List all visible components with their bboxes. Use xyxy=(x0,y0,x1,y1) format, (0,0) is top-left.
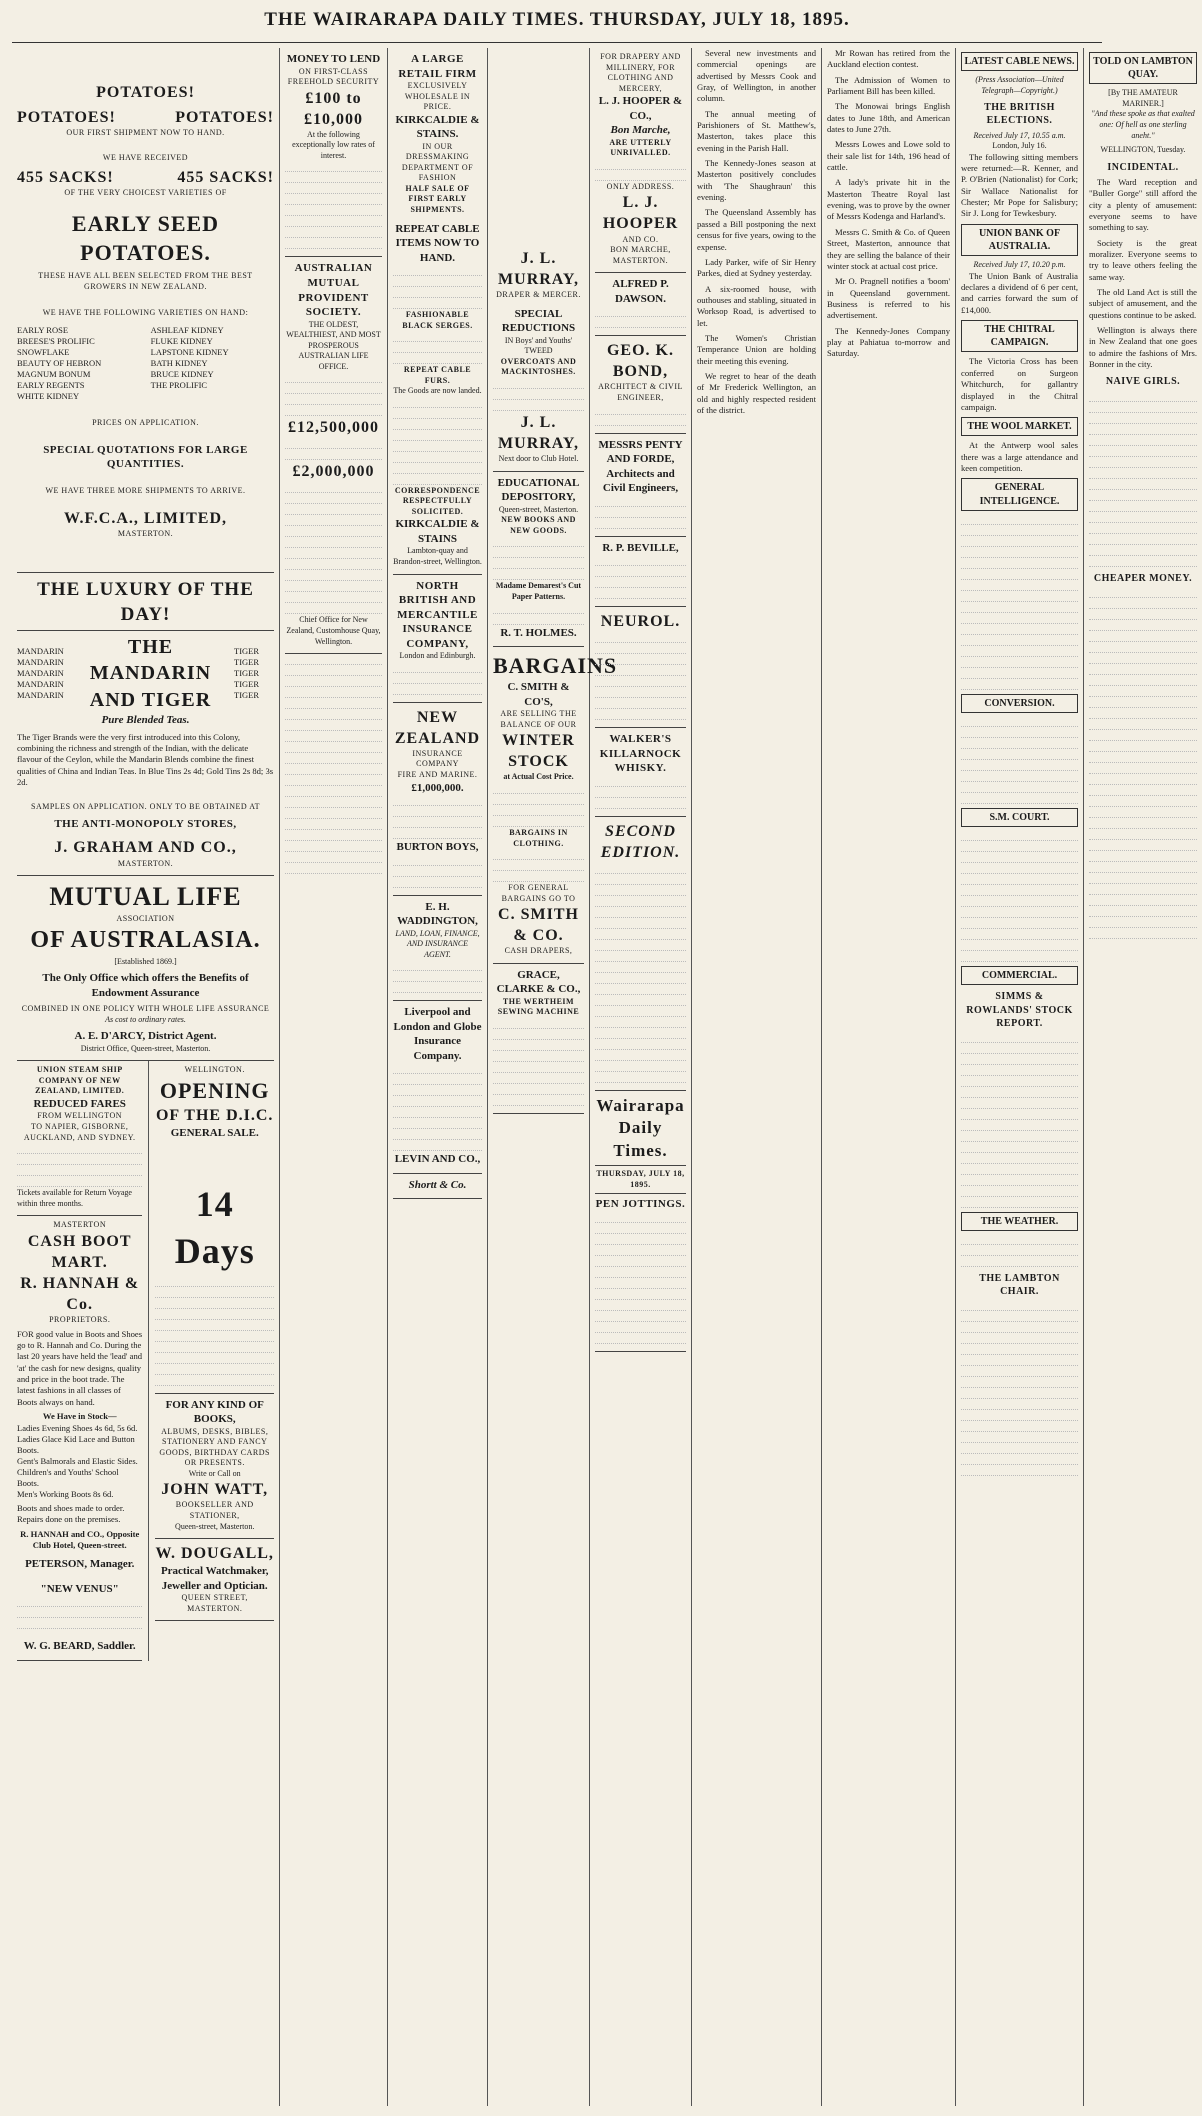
wool-body: At the Antwerp wool sales there was a large attendance and keen competition. xyxy=(961,440,1078,474)
lambton-quote: "And these spoke as that exalted one: Of hell as one sterling aneht." xyxy=(1091,109,1195,140)
tea-label: MANDARIN xyxy=(17,690,64,701)
column-8 xyxy=(956,48,1084,2106)
potato-variety: SNOWFLAKE xyxy=(17,346,70,357)
boot-manager: PETERSON, Manager. xyxy=(25,1558,135,1571)
amp-income: £2,000,000 xyxy=(292,463,375,481)
news-paragraphs-column xyxy=(827,48,950,360)
kirk-repeat: REPEAT CABLE ITEMS NOW TO HAND. xyxy=(395,222,480,264)
money-amount-sub: At the following exceptionally low rates of interest. xyxy=(292,129,375,160)
kirk-furs: REPEAT CABLE FURS. xyxy=(403,365,472,385)
dic-opening-ad xyxy=(155,1061,274,1393)
watchmaker-role: Practical Watchmaker, Jeweller and Optician. xyxy=(160,1565,269,1592)
british-body: The following sitting members were returned:—R. Kenner, and P. O'Brien (Nationalist) for Cork; Sir Wallace Nationalist for Chester; Mr Pope for Salisbury; Sir J. Long for Tewkesbury. xyxy=(961,151,1078,219)
british-received: Received July 17, 10.55 a.m. xyxy=(973,130,1066,140)
tea-label: MANDARIN xyxy=(17,645,64,656)
amp-ad xyxy=(285,257,382,654)
tea-ad xyxy=(17,573,274,876)
tea-brand: THE MANDARIN AND TIGER xyxy=(89,635,212,711)
chitral-body: The Victoria Cross has been conferred on Surgeon Whitchurch, for gallantry displayed in the Chitral campaign. xyxy=(961,356,1078,412)
commercial-heading: COMMERCIAL. xyxy=(961,966,1078,985)
potato-variety: FLUKE KIDNEY xyxy=(150,335,213,346)
kirk-retail: A LARGE RETAIL FIRM xyxy=(398,53,477,80)
liverpool-ad xyxy=(393,1001,482,1174)
union-bank-body: The Union Bank of Australia declares a dividend of 6 per cent, and carries forward the sum of £14,000. xyxy=(961,270,1078,315)
news-paragraph: We regret to hear of the death of Mr Frederick Wellington, an old and highly respected resident of the district. xyxy=(697,370,816,415)
tea-title: THE LUXURY OF THE DAY! xyxy=(37,578,254,625)
lambton-chair-heading: THE LAMBTON CHAIR. xyxy=(979,1273,1060,1298)
court-heading: S.M. COURT. xyxy=(961,808,1078,827)
column-2 xyxy=(280,48,388,2106)
boot-mart-ad xyxy=(17,1216,142,1661)
mutual-office: District Office, Queen-street, Masterton. xyxy=(80,1043,211,1053)
union-from: FROM WELLINGTON xyxy=(37,1111,123,1121)
edu-new: NEW BOOKS AND NEW GOODS. xyxy=(501,515,576,535)
edu-madame: Madame Demarest's Cut Paper Patterns. xyxy=(495,581,582,601)
grace-ad xyxy=(493,964,584,1114)
levin-name: LEVIN AND CO., xyxy=(394,1153,481,1166)
potatoes-title: POTATOES! xyxy=(96,84,195,101)
union-note: Tickets available for Return Voyage within three months. xyxy=(17,1188,132,1208)
nz-fire: FIRE AND MARINE. xyxy=(397,770,478,780)
kirkcaldie-ad xyxy=(393,48,482,575)
newspaper-title: THE WAIRARAPA DAILY TIMES. THURSDAY, JULY 18, 1895. xyxy=(264,9,850,30)
potatoes-sub: OUR FIRST SHIPMENT NOW TO HAND. xyxy=(66,128,225,138)
potato-variety: BRUCE KIDNEY xyxy=(150,368,214,379)
news-paragraph: The Kennedy-Jones season at Masterton positively concludes with 'The Shaughraun' this evening. xyxy=(697,158,816,203)
union-steamship-ad xyxy=(17,1061,142,1216)
potato-variety: BEAUTY OF HEBRON xyxy=(17,357,102,368)
grace-wertheim: THE WERTHEIM SEWING MACHINE xyxy=(497,996,580,1017)
pen-jottings: PEN JOTTINGS. xyxy=(595,1198,686,1211)
potato-variety: EARLY ROSE xyxy=(17,324,69,335)
tea-samples: SAMPLES ON APPLICATION. ONLY TO BE OBTAINED AT xyxy=(31,802,260,812)
potatoes-row-right: POTATOES! xyxy=(175,109,274,127)
news-paragraph: Lady Parker, wife of Sir Henry Parkes, died at Sydney yesterday. xyxy=(697,256,816,279)
cable-per: (Press Association—United Telegraph—Copyright.) xyxy=(975,75,1064,95)
nz-insurance-ad xyxy=(393,703,482,896)
sacks-right: 455 SACKS! xyxy=(177,169,274,187)
potato-variety: ASHLEAF KIDNEY xyxy=(150,324,224,335)
potato-variety: MAGNUM BONUM xyxy=(17,368,91,379)
murray-ad xyxy=(493,48,584,472)
saddler-name: W. G. BEARD, Saddler. xyxy=(23,1640,136,1653)
early-seed-heading: EARLY SEED POTATOES. xyxy=(71,210,220,265)
kirk-dress: IN OUR DRESSMAKING DEPARTMENT OF FASHION xyxy=(401,141,474,183)
graham-name: J. GRAHAM AND CO., xyxy=(54,839,237,857)
union-bank-heading: UNION BANK OF AUSTRALIA. xyxy=(961,224,1078,256)
british-london: London, July 16. xyxy=(992,141,1047,151)
amp-agent: Chief Office for New Zealand, Customhouse Quay, Wellington. xyxy=(286,615,381,646)
nbm-london: London and Edinburgh. xyxy=(399,651,476,661)
bond-name: GEO. K. BOND, xyxy=(606,342,674,381)
news-paragraph: Messrs Lowes and Lowe sold to their sale list for 14th, 196 head of cattle. xyxy=(827,139,950,173)
tea-stores: THE ANTI-MONOPOLY STORES, xyxy=(54,817,237,830)
shortt-ad xyxy=(393,1174,482,1200)
prices-text: PRICES ON APPLICATION. xyxy=(92,418,199,427)
second-title: SECOND EDITION. xyxy=(600,822,681,861)
tea-label: TIGER xyxy=(234,679,260,690)
hooper-bon2: BON MARCHE, MASTERTON. xyxy=(610,245,671,265)
potatoes-ad xyxy=(17,48,274,573)
dawson-ad xyxy=(595,273,686,336)
lambton-paragraph: Society is the great moralizer. Everyone seems to try to leave others feeling the same way. xyxy=(1089,237,1197,282)
dic-name: OF THE D.I.C. xyxy=(155,1106,274,1124)
kirk-serges: FASHIONABLE BLACK SERGES. xyxy=(402,310,473,330)
weather-heading: THE WEATHER. xyxy=(961,1212,1078,1231)
lambton-naive: NAIVE GIRLS. xyxy=(1105,376,1181,388)
smith-ad xyxy=(493,647,618,964)
tea-label: MANDARIN xyxy=(17,668,64,678)
variety-list xyxy=(17,325,274,402)
smith-selling: ARE SELLING THE BALANCE OF OUR xyxy=(500,709,577,729)
murray-name: J. L. MURRAY, xyxy=(498,250,579,289)
kirk-exclusive: EXCLUSIVELY WHOLESALE IN PRICE. xyxy=(404,81,471,112)
money-sub: ON FIRST-CLASS FREEHOLD SECURITY xyxy=(287,66,380,87)
news-paragraph: Mr O. Pragnell notifies a 'boom' in Queensland government. Business is referred to his advertisement. xyxy=(827,276,950,321)
waddington-name: E. H. WADDINGTON, xyxy=(397,900,478,928)
dawson-name: ALFRED P. DAWSON. xyxy=(612,278,669,305)
beville-name: R. P. BEVILLE, xyxy=(602,541,679,554)
hooper-only: ONLY ADDRESS. xyxy=(606,181,675,191)
mutual-agent: A. E. D'ARCY, District Agent. xyxy=(74,1030,217,1043)
varieties-text: WE HAVE THE FOLLOWING VARIETIES ON HAND: xyxy=(42,308,249,318)
british-elections: THE BRITISH ELECTIONS. xyxy=(984,102,1055,127)
murray-overcoats: OVERCOATS AND MACKINTOSHES. xyxy=(500,356,577,377)
tea-label: TIGER xyxy=(234,690,260,701)
nbm-ad xyxy=(393,575,482,703)
neurol-name: NEUROL. xyxy=(600,613,681,631)
smith-cash: CASH DRAPERS, xyxy=(504,946,573,956)
second-edition xyxy=(595,817,686,1091)
smith-name2: C. SMITH & CO. xyxy=(498,906,579,945)
edu-ad xyxy=(493,472,584,647)
news-paragraph: The Admission of Women to Parliament Bill has been killed. xyxy=(827,74,950,97)
column-4 xyxy=(488,48,618,2106)
bond-role: ARCHITECT & CIVIL ENGINEER, xyxy=(598,382,683,403)
boot-prop: PROPRIETORS. xyxy=(49,1315,111,1325)
nz-capital: £1,000,000. xyxy=(411,781,464,794)
penty-name: MESSRS PENTY AND FORDE, Architects and Civil Engineers, xyxy=(598,438,683,495)
boot-stock: We Have in Stock— xyxy=(42,1411,117,1422)
walker-ad xyxy=(595,728,686,817)
smith-general: FOR GENERAL BARGAINS GO TO xyxy=(501,883,576,903)
penty-ad xyxy=(595,434,686,537)
hooper-name2: L. J. HOOPER xyxy=(602,194,679,233)
neurol-ad xyxy=(595,607,686,728)
boot-town: MASTERTON xyxy=(53,1220,107,1230)
boot-item: Gent's Balmorals and Elastic Sides. xyxy=(17,1455,138,1466)
tea-body: The Tiger Brands were the very first introduced into this Colony, combining the richness and strength of the Indian, with the delicate flavour of the Ceylon, while the Mandarin Blends combine the finest qualities of China and Indian Teas. In Blue Tins 2s 4d; Gold Tins 2s 8d; 3s 2d. xyxy=(17,731,274,787)
tea-label: MANDARIN xyxy=(17,679,64,690)
union-title: UNION STEAM SHIP COMPANY OF NEW ZEALAND, LIMITED. xyxy=(35,1065,125,1096)
mutual-rates: As cost to ordinary rates. xyxy=(105,1014,186,1024)
column-9 xyxy=(1084,48,1202,2106)
news-paragraph: Several new investments and commercial openings are advertised by Messrs Cook and Gray, of Wellington, in another column. xyxy=(697,48,816,104)
amp-funds: £12,500,000 xyxy=(288,419,379,437)
murray-boys: IN Boys' and Youths' TWEED xyxy=(504,335,573,356)
lambton-incidental: INCIDENTAL. xyxy=(1107,161,1179,173)
tea-label: TIGER xyxy=(234,645,260,656)
daily-times-nameplate xyxy=(595,1091,686,1352)
potato-variety: BREESE'S PROLIFIC xyxy=(17,335,95,346)
smith-name: C. SMITH & CO'S, xyxy=(507,681,570,708)
nz-burton: BURTON BOYS, xyxy=(396,841,479,854)
masthead-rule xyxy=(12,42,1102,43)
waddington-ad xyxy=(393,896,482,1002)
potatoes-row-left: POTATOES! xyxy=(17,109,116,127)
mutual-est: [Established 1869.] xyxy=(114,956,177,966)
boot-name: CASH BOOT MART. xyxy=(27,1232,132,1271)
smith-cost: at Actual Cost Price. xyxy=(503,772,574,782)
chitral-heading: THE CHITRAL CAMPAIGN. xyxy=(961,320,1078,352)
boot-item: Ladies Evening Shoes 4s 6d, 5s 6d. xyxy=(17,1422,138,1433)
column-1 xyxy=(12,48,280,2106)
edu-title: EDUCATIONAL DEPOSITORY, xyxy=(497,476,580,504)
potatoes-received: WE HAVE RECEIVED xyxy=(102,152,189,162)
amp-title: AUSTRALIAN MUTUAL PROVIDENT SOCIETY. xyxy=(294,262,373,319)
books-role: BOOKSELLER AND STATIONER, xyxy=(175,1500,254,1520)
news-paragraph: The annual meeting of Parishioners of St. Matthew's, Masterton, takes place this evening in the Parish Hall. xyxy=(697,108,816,153)
masthead xyxy=(0,0,1114,40)
hooper-unrivalled: ARE UTTERLY UNRIVALLED. xyxy=(609,137,672,158)
news-paragraph: Messrs C. Smith & Co. of Queen Street, Masterton, announce that they are selling the balance of their winter stock at actual cost price. xyxy=(827,226,950,271)
wool-heading: THE WOOL MARKET. xyxy=(961,417,1078,436)
mutual-only: The Only Office which offers the Benefits of Endowment Assurance xyxy=(42,972,249,999)
amp-sub: THE OLDEST, WEALTHIEST, AND MOST PROSPEROUS AUSTRALIAN LIFE OFFICE. xyxy=(286,319,381,371)
union-reduced: REDUCED FARES xyxy=(33,1097,126,1110)
dic-days: 14 Days xyxy=(174,1183,255,1272)
lambton-heading: TOLD ON LAMBTON QUAY. xyxy=(1089,52,1197,84)
hooper-and: AND CO. xyxy=(622,234,659,244)
intelligence-heading: GENERAL INTELLIGENCE. xyxy=(961,478,1078,510)
nbm-title: NORTH BRITISH AND MERCANTILE INSURANCE COMPANY, xyxy=(397,579,478,650)
liverpool-title: Liverpool and London and Globe Insurance Company. xyxy=(393,1006,482,1062)
murray-next: Next door to Club Hotel. xyxy=(498,454,579,464)
books-ad xyxy=(155,1394,274,1540)
grace-name: GRACE, CLARKE & CO., xyxy=(496,968,581,996)
lambton-paragraph: Wellington is always there in New Zealand that one goes to admire the fashions of Mrs. Bonner in the city. xyxy=(1089,324,1197,369)
bond-ad xyxy=(595,336,686,433)
books-street: Queen-street, Masterton. xyxy=(175,1521,255,1531)
lambton-place: WELLINGTON, Tuesday. xyxy=(1100,145,1186,155)
kirk-name: KIRKCALDIE & STAINS. xyxy=(395,113,480,141)
kirk-half: HALF SALE OF FIRST EARLY SHIPMENTS. xyxy=(405,183,470,214)
boot-item: Men's Working Boots 8s 6d. xyxy=(17,1488,114,1499)
news-paragraph: The Queensland Assembly has passed a Bill postponing the next census for five years, owing to the expense. xyxy=(697,207,816,252)
hooper-name: L. J. HOOPER & CO., xyxy=(598,95,683,122)
news-paragraph: Mr Rowan has retired from the Auckland election contest. xyxy=(827,48,950,70)
books-items: ALBUMS, DESKS, BIBLES, STATIONERY AND FANCY GOODS, BIRTHDAY CARDS OR PRESENTS. xyxy=(159,1426,270,1468)
kirk-name2: KIRKCALDIE & STAINS xyxy=(395,518,480,545)
kirk-corresp: CORRESPONDENCE RESPECTFULLY SOLICITED. xyxy=(394,485,481,516)
column-7 xyxy=(822,48,956,2106)
murray-name2: J. L. MURRAY, xyxy=(498,413,579,453)
grown-text: THESE HAVE ALL BEEN SELECTED FROM THE BEST GROWERS IN NEW ZEALAND. xyxy=(38,271,253,291)
column-3 xyxy=(388,48,488,2106)
nz-title: NEW ZEALAND xyxy=(394,708,481,747)
books-head: FOR ANY KIND OF BOOKS, xyxy=(165,1398,264,1426)
cable-news-heading: LATEST CABLE NEWS. xyxy=(961,52,1078,71)
boot-item: Ladies Glace Kid Lace and Button Boots. xyxy=(17,1433,135,1455)
boot-repairs: Boots and shoes made to order. Repairs done on the premises. xyxy=(17,1502,125,1525)
boot-item: Children's and Youths' School Boots. xyxy=(17,1466,119,1488)
potato-variety: LAPSTONE KIDNEY xyxy=(150,346,229,357)
tea-label: TIGER xyxy=(234,656,260,667)
mutual-life-ad xyxy=(17,876,274,1061)
special-quotations: SPECIAL QUOTATIONS FOR LARGE QUANTITIES. xyxy=(43,443,248,471)
hooper-for: FOR DRAPERY AND MILLINERY, FOR CLOTHING AND MERCERY, xyxy=(600,52,681,93)
murray-special: SPECIAL REDUCTIONS xyxy=(501,307,576,335)
lambton-cheaper: CHEAPER MONEY. xyxy=(1093,572,1193,584)
money-amount: £100 to £10,000 xyxy=(304,89,363,128)
dic-opening: OPENING xyxy=(159,1077,270,1103)
union-bank-date: Received July 17, 10.20 p.m. xyxy=(973,260,1066,270)
tea-label: MANDARIN xyxy=(17,656,64,667)
simms-heading: SIMMS & ROWLANDS' STOCK REPORT. xyxy=(966,991,1073,1029)
union-to: TO NAPIER, GISBORNE, AUCKLAND, AND SYDNEY. xyxy=(23,1122,136,1142)
smith-bargains: BARGAINS xyxy=(493,653,618,679)
money-title: MONEY TO LEND xyxy=(286,53,381,65)
nz-sub: INSURANCE COMPANY xyxy=(412,748,463,769)
graham-town: MASTERTON. xyxy=(117,858,174,868)
boot-firm: R. HANNAH & Co. xyxy=(20,1274,140,1314)
column-6 xyxy=(692,48,822,2106)
venus-brand: "NEW VENUS" xyxy=(40,1582,119,1595)
news-paragraph: The Kennedy-Jones Company play at Pahiatua to-morrow and Saturday. xyxy=(827,325,950,359)
potato-variety: THE PROLIFIC xyxy=(150,379,208,390)
mutual-title: MUTUAL LIFE xyxy=(49,882,242,912)
local-news-column xyxy=(697,48,816,416)
potato-variety: EARLY REGENTS xyxy=(17,379,85,390)
kirk-goods: The Goods are now landed. xyxy=(393,386,482,396)
times-nameplate: Wairarapa Daily Times. xyxy=(596,1096,685,1160)
hooper-bon: Bon Marche, xyxy=(610,124,671,137)
tea-label: TIGER xyxy=(234,668,260,678)
hooper-ad xyxy=(595,48,686,273)
dic-town: WELLINGTON. xyxy=(184,1065,245,1075)
potato-variety: BATH KIDNEY xyxy=(150,357,208,368)
boot-address: R. HANNAH and CO., Opposite Club Hotel, Queen-street. xyxy=(20,1528,140,1550)
times-date: THURSDAY, JULY 18, 1895. xyxy=(596,1169,685,1189)
page-columns xyxy=(12,48,1197,2106)
lambton-paragraph: The Ward reception and "Buller Gorge" still afford the city a plenty of amusement: everyone seems to have something to say. xyxy=(1089,176,1197,233)
news-paragraph: A six-roomed house, with outhouses and stabling, situated in Worksop Road, is advertised to let. xyxy=(697,283,816,328)
books-seller: JOHN WATT, xyxy=(161,1481,269,1499)
kirk-address: Lambton-quay and Brandon-street, Wellington. xyxy=(393,546,482,567)
news-paragraph: A lady's private hit in the Masterton Theatre Royal last evening, was to prove by the owner of Messrs Kodenga and Harland's. xyxy=(827,177,950,222)
walker-name: WALKER'S KILLARNOCK WHISKY. xyxy=(599,733,682,775)
wfca-name: W.F.C.A., LIMITED, xyxy=(63,510,228,528)
watchmaker-name: W. DOUGALL, xyxy=(155,1545,274,1563)
potato-variety: WHITE KIDNEY xyxy=(17,390,80,401)
lambton-paragraph: The old Land Act is still the subject of amusement, and the questions continue to be asked. xyxy=(1089,286,1197,320)
conversion-heading: CONVERSION. xyxy=(961,694,1078,713)
watchmaker-street: QUEEN STREET, MASTERTON. xyxy=(181,1593,248,1613)
mutual-of: OF AUSTRALASIA. xyxy=(30,926,261,953)
shortt-name: Shortt & Co. xyxy=(408,1178,467,1191)
money-ad xyxy=(285,48,382,257)
boot-body: FOR good value in Boots and Shoes go to R. Hannah and Co. During the last 20 years have held the 'lead' and 'at' the cash for new designs, quality and price in the boot trade. The latest fashions in all classes of Boots always on hand. xyxy=(17,1328,143,1407)
books-call: Write or Call on xyxy=(188,1468,241,1478)
choicest-text: OF THE VERY CHOICEST VARIETIES OF xyxy=(64,188,227,198)
mutual-combined: COMBINED IN ONE POLICY WITH WHOLE LIFE ASSURANCE xyxy=(21,1004,270,1014)
watchmaker-ad xyxy=(155,1539,274,1621)
news-paragraph: The Women's Christian Temperance Union are holding their meeting this evening. xyxy=(697,332,816,366)
column-5 xyxy=(590,48,692,2106)
tea-pure: Pure Blended Teas. xyxy=(101,714,190,727)
dic-general: GENERAL SALE. xyxy=(170,1127,259,1140)
mutual-assoc: ASSOCIATION xyxy=(116,914,175,924)
edu-addr: Queen-street, Masterton. xyxy=(498,504,579,514)
edu-holmes: R. T. HOLMES. xyxy=(500,626,577,639)
beville-ad xyxy=(595,537,686,608)
lambton-by: [By THE AMATEUR MARINER.] xyxy=(1108,88,1178,108)
news-paragraph: The Monowai brings English dates to June 18th, and American dates to June 27th. xyxy=(827,101,950,135)
murray-draper: DRAPER & MERCER. xyxy=(496,290,581,300)
sacks-left: 455 SACKS! xyxy=(17,169,114,187)
smith-winter: WINTER STOCK xyxy=(502,732,575,771)
more-shipments: WE HAVE THREE MORE SHIPMENTS TO ARRIVE. xyxy=(45,485,246,495)
smith-clothing: BARGAINS IN CLOTHING. xyxy=(509,827,568,848)
wfca-town: MASTERTON. xyxy=(117,529,174,539)
waddington-role: LAND, LOAN, FINANCE, AND INSURANCE AGENT. xyxy=(395,928,480,959)
